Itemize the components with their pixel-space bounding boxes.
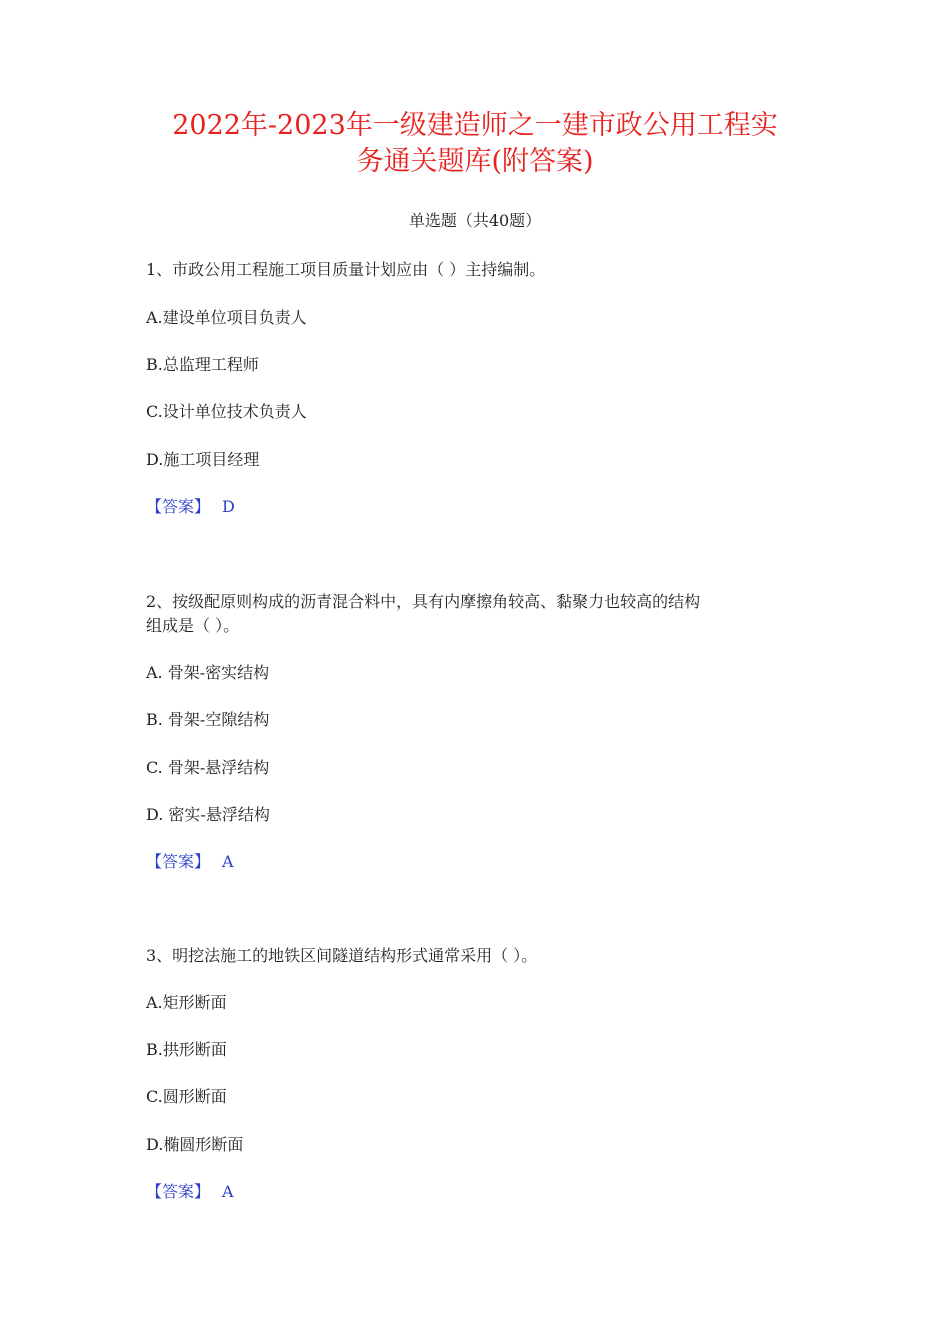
question-3-option-c: C.圆形断面 — [146, 1087, 227, 1106]
answer-label: 【答案】 — [146, 1182, 211, 1201]
question-2-stem-line-2: 组成是（ ）。 — [146, 616, 240, 635]
document-title — [120, 108, 830, 180]
question-3-option-d: D.椭圆形断面 — [146, 1135, 244, 1154]
answer-value: A — [222, 1182, 234, 1201]
question-1-option-d: D.施工项目经理 — [146, 450, 260, 469]
question-1-option-a: A.建设单位项目负责人 — [146, 308, 307, 327]
question-1-stem: 1、市政公用工程施工项目质量计划应由（ ）主持编制。 — [146, 260, 546, 279]
answer-value: A — [222, 852, 234, 871]
question-3-answer — [146, 1179, 234, 1205]
question-3-option-a: A.矩形断面 — [146, 993, 227, 1012]
question-2-option-d: D. 密实-悬浮结构 — [146, 805, 270, 824]
question-1-option-c: C.设计单位技术负责人 — [146, 402, 307, 421]
question-2-option-a: A. 骨架-密实结构 — [146, 663, 270, 682]
answer-label: 【答案】 — [146, 497, 211, 516]
title-line-1: 2022年-2023年一级建造师之一建市政公用工程实 — [172, 110, 778, 141]
section-heading: 单选题（共40题） — [408, 211, 542, 230]
question-3-stem: 3、明挖法施工的地铁区间隧道结构形式通常采用（ ）。 — [146, 946, 538, 965]
question-1-answer — [146, 494, 235, 520]
question-3-option-b: B.拱形断面 — [146, 1040, 227, 1059]
answer-value: D — [222, 497, 235, 516]
question-1-option-b: B.总监理工程师 — [146, 355, 259, 374]
question-2-answer — [146, 849, 234, 875]
question-2-option-b: B. 骨架-空隙结构 — [146, 710, 270, 729]
question-2-stem-line-1: 2、按级配原则构成的沥青混合料中，具有内摩擦角较高、黏聚力也较高的结构 — [146, 592, 701, 611]
question-2-option-c: C. 骨架-悬浮结构 — [146, 758, 270, 777]
title-line-2: 务通关题库(附答案) — [356, 146, 594, 177]
answer-label: 【答案】 — [146, 852, 211, 871]
